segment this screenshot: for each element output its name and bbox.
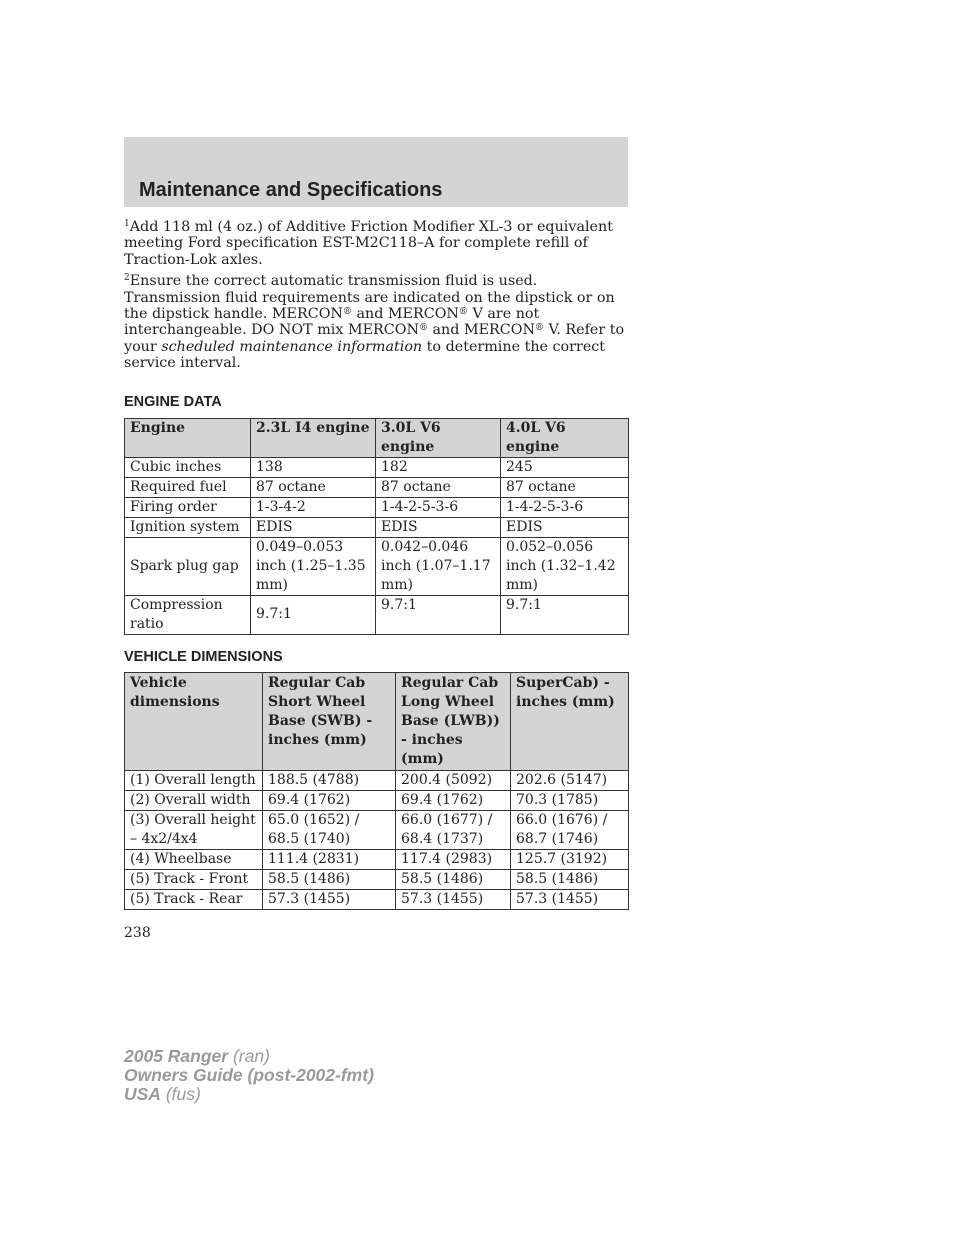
section-title: Maintenance and Specifications <box>139 179 443 201</box>
table-row <box>125 790 629 810</box>
table-row <box>125 869 629 889</box>
table-cell: (1) Overall length <box>125 770 263 790</box>
registered-mark: ® <box>342 307 352 318</box>
table-cell: 1-4-2-5-3-6 <box>376 497 501 517</box>
footnote-text: V. Refer to your <box>124 322 625 355</box>
footer-line <box>124 1066 374 1085</box>
table-cell: 57.3 (1455) <box>396 889 511 909</box>
table-cell: 58.5 (1486) <box>263 869 396 889</box>
column-header: Engine <box>125 418 251 457</box>
table-cell: Spark plug gap <box>125 537 251 595</box>
table-cell: EDIS <box>501 517 629 537</box>
column-header: 2.3L I4 engine <box>251 418 376 457</box>
table-cell: 245 <box>501 457 629 477</box>
table-cell: 57.3 (1455) <box>511 889 629 909</box>
table-cell: Compression ratio <box>125 595 251 634</box>
table-cell: (3) Overall height – 4x2/4x4 <box>125 810 263 849</box>
table-cell: Ignition system <box>125 517 251 537</box>
table-cell: 87 octane <box>501 477 629 497</box>
table-cell: (5) Track - Rear <box>125 889 263 909</box>
footnote-text: and MERCON <box>427 322 535 339</box>
page-content <box>124 219 628 910</box>
footnote-2 <box>124 273 628 371</box>
engine-data-table <box>124 418 629 635</box>
table-row <box>125 849 629 869</box>
table-row <box>125 595 629 634</box>
table-cell: 0.042–0.046 inch (1.07–1.17 mm) <box>376 537 501 595</box>
table-cell: 117.4 (2983) <box>396 849 511 869</box>
table-row <box>125 517 629 537</box>
table-cell: 87 octane <box>376 477 501 497</box>
table-row <box>125 889 629 909</box>
table-cell: 66.0 (1677) / 68.4 (1737) <box>396 810 511 849</box>
column-header: Vehicle dimensions <box>125 672 263 770</box>
table-header-row <box>125 418 629 457</box>
registered-mark: ® <box>418 323 428 334</box>
footnote-text: and MERCON <box>351 306 459 323</box>
footer-line <box>124 1047 374 1066</box>
table-cell: (2) Overall width <box>125 790 263 810</box>
engine-data-heading: ENGINE DATA <box>124 393 222 410</box>
table-row <box>125 497 629 517</box>
table-cell: 0.052–0.056 inch (1.32–1.42 mm) <box>501 537 629 595</box>
table-cell: 188.5 (4788) <box>263 770 396 790</box>
footer-code: (fus) <box>160 1084 201 1104</box>
table-cell: 58.5 (1486) <box>396 869 511 889</box>
footnote-emphasis: scheduled maintenance information <box>161 338 423 355</box>
table-cell: 57.3 (1455) <box>263 889 396 909</box>
table-cell: 1-4-2-5-3-6 <box>501 497 629 517</box>
footnote-1 <box>124 219 628 268</box>
table-row <box>125 477 629 497</box>
column-header: 3.0L V6 engine <box>376 418 501 457</box>
table-cell: Firing order <box>125 497 251 517</box>
table-cell: 65.0 (1652) / 68.5 (1740) <box>263 810 396 849</box>
footnote-marker: 1 <box>124 219 130 229</box>
footer-guide: Owners Guide (post-2002-fmt) <box>124 1065 374 1085</box>
page-number: 238 <box>124 925 151 941</box>
table-cell: (5) Track - Front <box>125 869 263 889</box>
table-cell: Cubic inches <box>125 457 251 477</box>
footnote-text: V are not interchangeable. DO NOT mix MERCON <box>124 306 540 339</box>
table-row <box>125 537 629 595</box>
table-cell: 125.7 (3192) <box>511 849 629 869</box>
table-cell: 66.0 (1676) / 68.7 (1746) <box>511 810 629 849</box>
vehicle-dimensions-table <box>124 672 629 910</box>
footer-code: (ran) <box>228 1046 270 1066</box>
column-header: SuperCab) - inches (mm) <box>511 672 629 770</box>
table-cell: EDIS <box>376 517 501 537</box>
table-cell: Required fuel <box>125 477 251 497</box>
table-cell: 0.049–0.053 inch (1.25–1.35 mm) <box>251 537 376 595</box>
footnote-text: to determine the correct service interval. <box>124 338 606 372</box>
table-row <box>125 770 629 790</box>
footer-model: 2005 Ranger <box>124 1046 229 1066</box>
table-cell: 1-3-4-2 <box>251 497 376 517</box>
table-header-row <box>125 672 629 770</box>
footnote-text: Ensure the correct automatic transmission fluid is used. Transmission fluid requirements are indicated on the dipstick or on the dipstick handle. MERCON <box>124 273 615 323</box>
table-row <box>125 810 629 849</box>
footnote-marker: 2 <box>124 273 130 284</box>
table-row <box>125 457 629 477</box>
document-footer <box>124 1047 374 1104</box>
footer-market: USA <box>124 1084 161 1104</box>
table-cell: 9.7:1 <box>501 595 629 634</box>
column-header: 4.0L V6 engine <box>501 418 629 457</box>
section-header-band <box>124 137 628 207</box>
table-cell: 138 <box>251 457 376 477</box>
table-cell: 202.6 (5147) <box>511 770 629 790</box>
vehicle-dimensions-heading: VEHICLE DIMENSIONS <box>124 648 283 665</box>
table-cell: 200.4 (5092) <box>396 770 511 790</box>
table-cell: 111.4 (2831) <box>263 849 396 869</box>
table-cell: 69.4 (1762) <box>263 790 396 810</box>
footer-line <box>124 1085 374 1104</box>
table-cell: 69.4 (1762) <box>396 790 511 810</box>
registered-mark: ® <box>534 323 544 334</box>
table-cell: 87 octane <box>251 477 376 497</box>
table-cell: (4) Wheelbase <box>125 849 263 869</box>
registered-mark: ® <box>458 307 468 318</box>
column-header: Regular Cab Short Wheel Base (SWB) - inches (mm) <box>263 672 396 770</box>
table-cell: 182 <box>376 457 501 477</box>
table-cell: 9.7:1 <box>376 595 501 634</box>
table-cell: EDIS <box>251 517 376 537</box>
column-header: Regular Cab Long Wheel Base (LWB)) - inches (mm) <box>396 672 511 770</box>
footnote-text: Add 118 ml (4 oz.) of Additive Friction Modifier XL-3 or equivalent meeting Ford specification EST-M2C118–A for complete refill of Traction-Lok axles. <box>124 219 613 268</box>
table-cell: 70.3 (1785) <box>511 790 629 810</box>
table-cell: 58.5 (1486) <box>511 869 629 889</box>
table-cell: 9.7:1 <box>251 595 376 634</box>
